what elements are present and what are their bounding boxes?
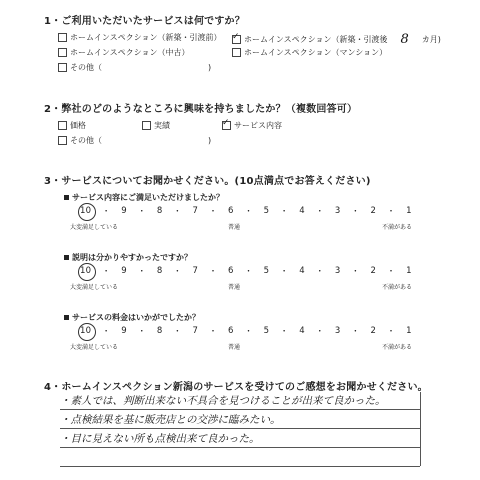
scale-separator: ・ [386, 207, 396, 217]
scale-separator: ・ [244, 327, 253, 337]
q1-option-mansion[interactable] [232, 47, 387, 58]
rating-option[interactable]: 3 [334, 266, 341, 276]
q2-option-label: 実績 [154, 121, 170, 130]
rating-option[interactable]: 9 [121, 206, 127, 216]
q3-item-2 [64, 252, 192, 263]
scale-separator: ・ [279, 207, 289, 217]
rating-option[interactable]: 5 [263, 206, 270, 216]
answer-line [60, 466, 420, 467]
q3-item-1 [64, 192, 224, 203]
checkbox-icon[interactable] [58, 63, 67, 72]
selected-rating-circle [78, 323, 96, 341]
rating-option[interactable]: 6 [228, 266, 234, 276]
answer-line [60, 447, 420, 448]
scale-separator: ・ [208, 207, 218, 217]
scale-separator: ・ [137, 207, 147, 217]
scale-separator: ・ [315, 327, 325, 337]
rating-scale-2[interactable] [80, 265, 412, 277]
rating-option[interactable]: 2 [370, 266, 377, 276]
q2-option-price[interactable] [58, 120, 86, 131]
q2-option-close: ) [208, 136, 212, 145]
q1-option-new-after[interactable] [232, 32, 441, 47]
answer-line [60, 409, 420, 410]
q3-title: 3・サービスについてお聞かせください。(10点満点でお答えください) [44, 176, 371, 187]
checkbox-icon[interactable] [232, 48, 241, 57]
scale-mid-label: 普通 [228, 344, 241, 351]
q2-title: 2・弊社のどのようなところに興味を持ちましたか？（複数回答可） [44, 104, 358, 115]
scale-mid-label: 普通 [228, 224, 241, 231]
rating-option[interactable]: 9 [121, 326, 127, 336]
q2-option-label: その他（ [70, 136, 102, 145]
handwritten-comment-line: ・点検結果を基に販売店との交渉に臨みたい。 [60, 414, 281, 426]
handwritten-comment-line: ・素人では、判断出来ない不具合を見つけることが出来て良かった。 [60, 395, 386, 407]
scale-separator: ・ [386, 267, 396, 277]
scale-separator: ・ [208, 267, 218, 277]
rating-option[interactable]: 4 [299, 206, 305, 216]
bullet-square-icon [64, 255, 69, 260]
checkbox-icon[interactable] [142, 121, 151, 130]
scale-separator: ・ [315, 267, 325, 277]
scale-separator: ・ [173, 327, 182, 337]
scale-separator: ・ [101, 267, 111, 277]
scale-separator: ・ [351, 207, 360, 217]
bullet-square-icon [64, 315, 69, 320]
q2-option-label: サービス内容 [234, 121, 282, 130]
q1-option-label: その他（ [70, 63, 102, 72]
rating-option[interactable]: 2 [370, 326, 377, 336]
rating-option[interactable]: 7 [192, 266, 199, 276]
rating-option[interactable]: 10 [80, 206, 92, 216]
q1-option-close: ) [208, 63, 212, 72]
selected-rating-circle [78, 203, 96, 221]
q2-option-label: 価格 [70, 121, 86, 130]
rating-option[interactable]: 6 [228, 206, 234, 216]
q1-title: 1・ご利用いただいたサービスは何ですか？ [44, 16, 245, 27]
q1-option-label: ホームインスペクション（中古） [70, 48, 190, 57]
rating-option[interactable]: 10 [80, 266, 92, 276]
scale-separator: ・ [173, 267, 182, 277]
q3-item-label: サービス内容にご満足いただけましたか？ [72, 193, 224, 202]
rating-option[interactable]: 10 [80, 326, 92, 336]
scale-low-label: 大変満足している [70, 284, 119, 291]
q2-option-other[interactable] [58, 135, 211, 146]
scale-separator: ・ [351, 327, 360, 337]
rating-option[interactable]: 1 [406, 326, 412, 336]
scale-low-label: 大変満足している [70, 224, 119, 231]
checked-checkbox-icon[interactable] [232, 35, 241, 44]
rating-scale-3[interactable] [80, 325, 412, 337]
rating-option[interactable]: 6 [228, 326, 234, 336]
rating-option[interactable]: 5 [263, 266, 270, 276]
rating-option[interactable]: 4 [299, 266, 305, 276]
rating-option[interactable]: 2 [370, 206, 377, 216]
rating-option[interactable]: 7 [192, 206, 199, 216]
scale-high-label: 不満がある [382, 344, 413, 351]
scale-separator: ・ [137, 267, 147, 277]
scale-separator: ・ [244, 207, 253, 217]
rating-option[interactable]: 1 [406, 266, 412, 276]
rating-option[interactable]: 9 [121, 266, 127, 276]
q1-option-label: ホームインスペクション（新築・引渡後 [244, 35, 388, 44]
scale-separator: ・ [279, 327, 289, 337]
scale-separator: ・ [173, 207, 182, 217]
scale-separator: ・ [137, 327, 147, 337]
q1-option-other[interactable] [58, 62, 211, 73]
rating-option[interactable]: 3 [334, 326, 341, 336]
handwritten-months: 8 [400, 32, 409, 47]
scale-low-label: 大変満足している [70, 344, 119, 351]
scale-high-label: 不満がある [382, 224, 413, 231]
q1-option-label: ホームインスペクション（マンション） [244, 48, 388, 57]
checked-checkbox-icon[interactable] [222, 121, 231, 130]
scale-separator: ・ [386, 327, 396, 337]
bullet-square-icon [64, 195, 69, 200]
q3-item-label: 説明は分かりやすかったですか？ [72, 253, 192, 262]
q4-title: 4・ホームインスペクション新潟のサービスを受けてのご感想をお聞かせください。 [44, 382, 428, 393]
q1-option-new-before[interactable] [58, 32, 221, 43]
answer-box-edge [420, 392, 421, 466]
scale-separator: ・ [244, 267, 253, 277]
scale-separator: ・ [101, 327, 111, 337]
answer-line [60, 428, 420, 429]
rating-scale-1[interactable] [80, 205, 412, 217]
q1-option-label: ホームインスペクション（新築・引渡前） [70, 33, 222, 42]
rating-option[interactable]: 5 [263, 326, 270, 336]
q1-option-used[interactable] [58, 47, 189, 58]
q3-item-label: サービスの料金はいかがでしたか？ [72, 313, 200, 322]
rating-option[interactable]: 8 [156, 326, 163, 336]
scale-high-label: 不満がある [382, 284, 413, 291]
rating-option[interactable]: 8 [156, 206, 163, 216]
rating-option[interactable]: 3 [334, 206, 341, 216]
rating-option[interactable]: 1 [406, 206, 412, 216]
scale-separator: ・ [351, 267, 360, 277]
q1-option-suffix: カ月) [421, 35, 441, 44]
handwritten-comment-line: ・目に見えない所も点検出来て良かった。 [60, 433, 260, 445]
rating-option[interactable]: 8 [156, 266, 163, 276]
selected-rating-circle [78, 263, 96, 281]
checkbox-icon[interactable] [58, 33, 67, 42]
rating-option[interactable]: 4 [299, 326, 305, 336]
scale-mid-label: 普通 [228, 284, 241, 291]
q2-option-results[interactable] [142, 120, 170, 131]
scale-separator: ・ [208, 327, 218, 337]
checkbox-icon[interactable] [58, 121, 67, 130]
q2-option-service[interactable] [222, 120, 282, 131]
scale-separator: ・ [279, 267, 289, 277]
scale-separator: ・ [315, 207, 325, 217]
checkbox-icon[interactable] [58, 136, 67, 145]
checkbox-icon[interactable] [58, 48, 67, 57]
rating-option[interactable]: 7 [192, 326, 199, 336]
scale-separator: ・ [101, 207, 111, 217]
q3-item-3 [64, 312, 200, 323]
